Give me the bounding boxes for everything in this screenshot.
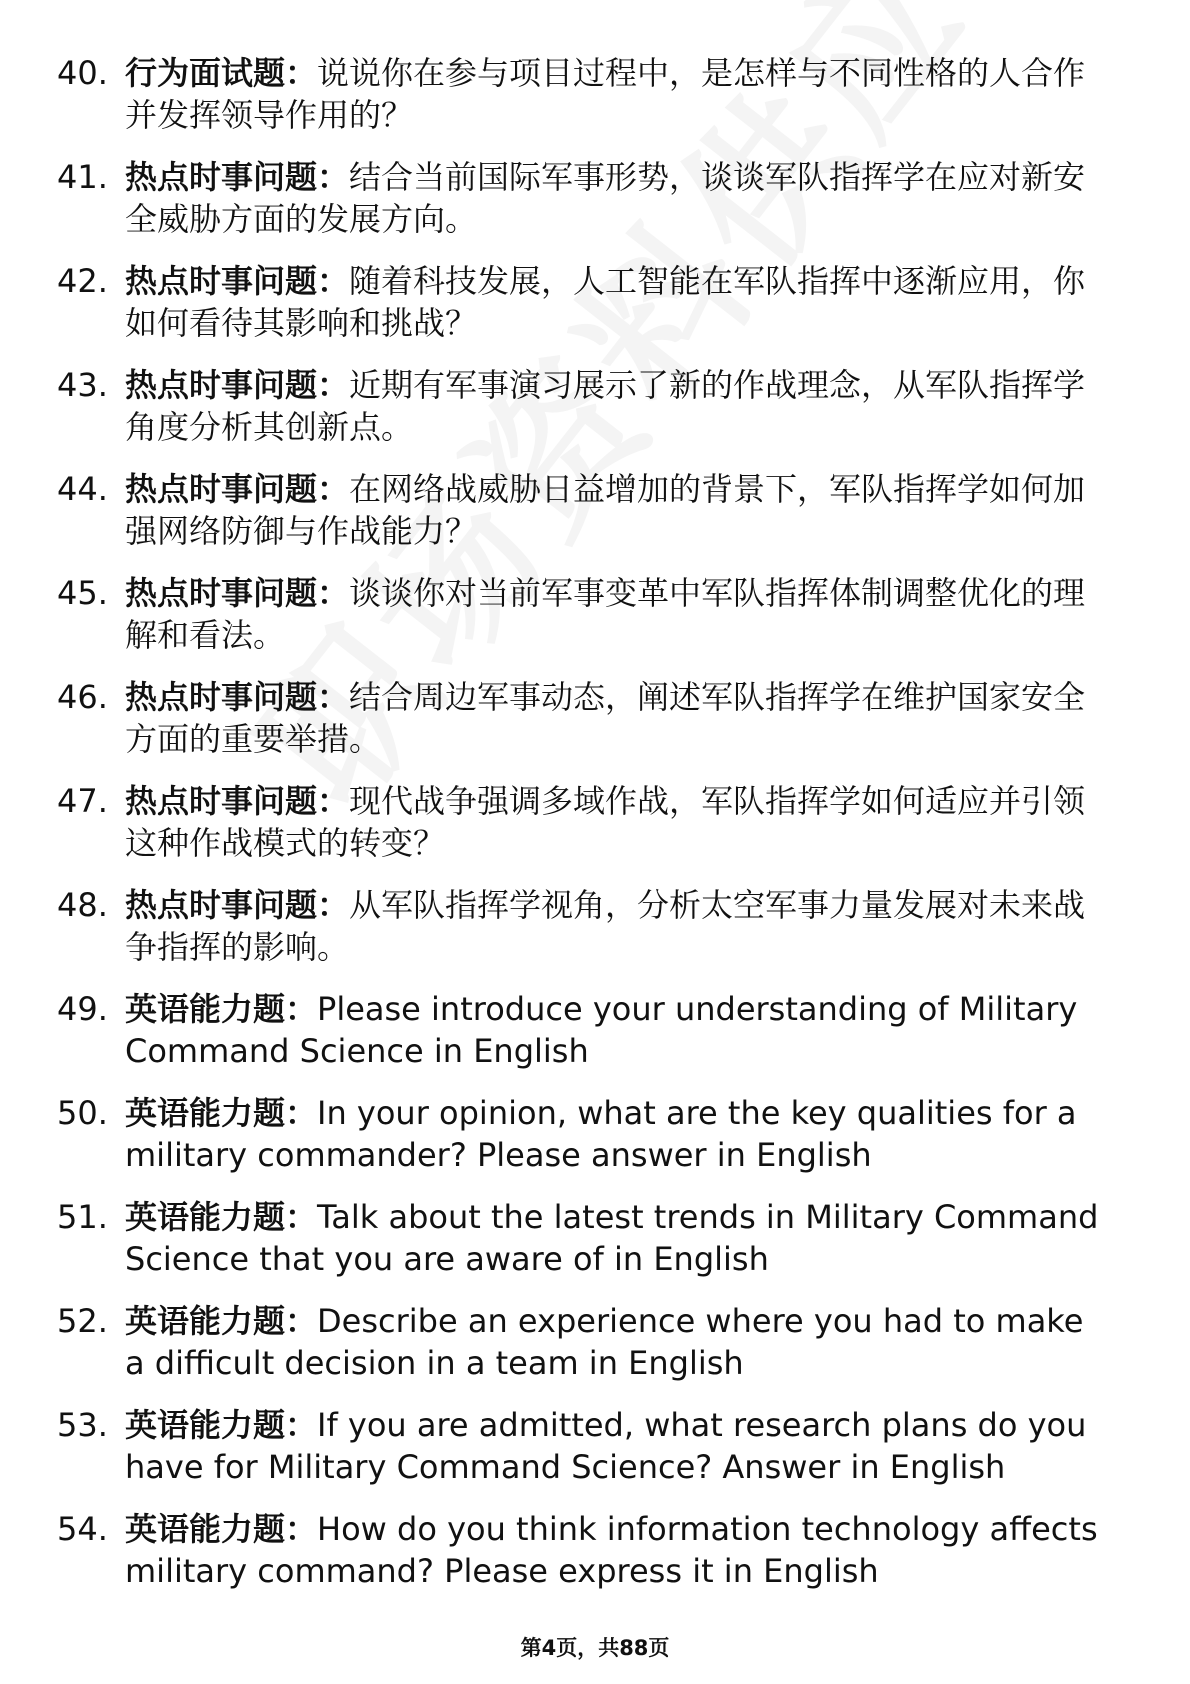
question-category: 热点时事问题： bbox=[125, 366, 350, 404]
question-number: 46. bbox=[57, 678, 108, 716]
question-text: Talk about the latest trends in Military Command Science that you are aware of in English bbox=[125, 1198, 1099, 1278]
question-number: 41. bbox=[57, 158, 108, 196]
question-text: If you are admitted, what research plans do you have for Military Command Science? Answer in English bbox=[125, 1406, 1087, 1486]
question-text: 从军队指挥学视角，分析太空军事力量发展对未来战争指挥的影响。 bbox=[125, 886, 1086, 966]
question-category: 行为面试题： bbox=[125, 54, 318, 92]
question-number: 48. bbox=[57, 886, 108, 924]
question-item bbox=[57, 1092, 1107, 1176]
question-text: 谈谈你对当前军事变革中军队指挥体制调整优化的理解和看法。 bbox=[125, 574, 1086, 654]
question-number: 44. bbox=[57, 470, 108, 508]
question-text: 结合周边军事动态，阐述军队指挥学在维护国家安全方面的重要举措。 bbox=[125, 678, 1086, 758]
question-text: 现代战争强调多域作战，军队指挥学如何适应并引领这种作战模式的转变？ bbox=[125, 782, 1086, 862]
question-number: 53. bbox=[57, 1406, 108, 1444]
question-text: 在网络战威胁日益增加的背景下，军队指挥学如何加强网络防御与作战能力？ bbox=[125, 470, 1086, 550]
question-number: 47. bbox=[57, 782, 108, 820]
question-item bbox=[57, 1404, 1107, 1488]
question-number: 50. bbox=[57, 1094, 108, 1132]
question-category: 热点时事问题： bbox=[125, 262, 350, 300]
question-item bbox=[57, 1508, 1107, 1592]
question-item bbox=[57, 780, 1107, 864]
question-text: In your opinion, what are the key qualities for a military commander? Please answer in English bbox=[125, 1094, 1077, 1174]
question-text: Describe an experience where you had to make a difficult decision in a team in English bbox=[125, 1302, 1084, 1382]
question-number: 42. bbox=[57, 262, 108, 300]
question-text: 随着科技发展，人工智能在军队指挥中逐渐应用，你如何看待其影响和挑战？ bbox=[125, 262, 1086, 342]
question-list bbox=[57, 52, 1107, 1612]
question-category: 英语能力题： bbox=[125, 1510, 318, 1548]
question-item bbox=[57, 884, 1107, 968]
question-text: 近期有军事演习展示了新的作战理念，从军队指挥学角度分析其创新点。 bbox=[125, 366, 1086, 446]
question-number: 49. bbox=[57, 990, 108, 1028]
page-number-label: 第4页，共88页 bbox=[520, 1636, 670, 1660]
question-item bbox=[57, 468, 1107, 552]
question-category: 热点时事问题： bbox=[125, 678, 350, 716]
question-text: Please introduce your understanding of Military Command Science in English bbox=[125, 990, 1078, 1070]
question-item bbox=[57, 676, 1107, 760]
question-category: 英语能力题： bbox=[125, 1406, 318, 1444]
question-text: 说说你在参与项目过程中，是怎样与不同性格的人合作并发挥领导作用的？ bbox=[125, 54, 1086, 134]
question-category: 英语能力题： bbox=[125, 1198, 318, 1236]
question-number: 54. bbox=[57, 1510, 108, 1548]
question-category: 热点时事问题： bbox=[125, 782, 350, 820]
question-category: 热点时事问题： bbox=[125, 886, 350, 924]
question-category: 热点时事问题： bbox=[125, 470, 350, 508]
question-category: 热点时事问题： bbox=[125, 574, 350, 612]
question-item bbox=[57, 156, 1107, 240]
question-category: 英语能力题： bbox=[125, 1302, 318, 1340]
question-number: 43. bbox=[57, 366, 108, 404]
question-text: How do you think information technology affects military command? Please express it in English bbox=[125, 1510, 1098, 1590]
question-item bbox=[57, 1196, 1107, 1280]
question-item bbox=[57, 1300, 1107, 1384]
question-item bbox=[57, 572, 1107, 656]
question-item bbox=[57, 364, 1107, 448]
question-category: 英语能力题： bbox=[125, 1094, 318, 1132]
question-category: 热点时事问题： bbox=[125, 158, 350, 196]
question-item bbox=[57, 988, 1107, 1072]
question-number: 40. bbox=[57, 54, 108, 92]
question-item bbox=[57, 260, 1107, 344]
question-number: 52. bbox=[57, 1302, 108, 1340]
page-footer bbox=[0, 1632, 1190, 1662]
question-text: 结合当前国际军事形势，谈谈军队指挥学在应对新安全威胁方面的发展方向。 bbox=[125, 158, 1086, 238]
question-category: 英语能力题： bbox=[125, 990, 318, 1028]
question-number: 51. bbox=[57, 1198, 108, 1236]
question-number: 45. bbox=[57, 574, 108, 612]
question-item bbox=[57, 52, 1107, 136]
